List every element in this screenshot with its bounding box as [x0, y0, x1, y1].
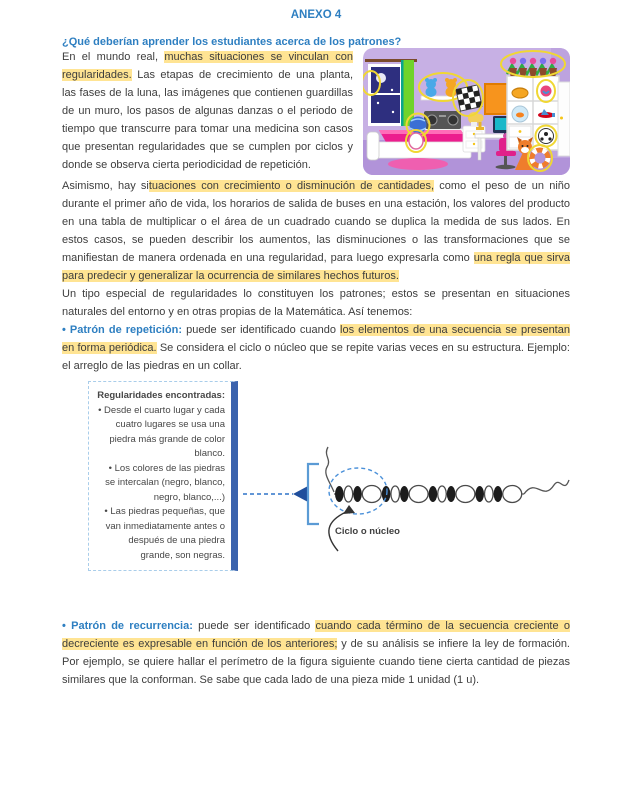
patron-recurrencia-label: • Patrón de recurrencia: — [62, 620, 193, 632]
para2-highlight-1: tuaciones con crecimiento o disminución de cantidades, — [148, 180, 435, 192]
paragraph-patron-recurrencia — [62, 617, 570, 689]
thread-right — [524, 480, 569, 494]
checkered-board — [456, 85, 482, 111]
para5-post: y de su análisis se infiere la ley de formación. Por ejemplo, se quiere hallar el perímetro de la figura siguiente cuando tiene cierta cantidad de piezas similares que la conforman. Se sabe que cada lado de una pieza mide 1 unidad (1 u). — [62, 638, 570, 686]
para2-pre: Asimismo, hay si — [62, 180, 149, 192]
paragraph-crecimiento — [62, 177, 570, 285]
cube-shelf — [507, 76, 559, 150]
para4-post: Se considera el ciclo o núcleo que se repite varias veces en su estructura. Ejemplo: el arreglo de las piedras en un collar. — [62, 342, 570, 372]
para5-highlight: cuando cada término de la secuencia creciente o decreciente es expresable en función de los anteriores; — [62, 620, 570, 650]
bead-sequence — [335, 486, 522, 503]
paragraph-regularidades — [62, 48, 570, 174]
paragraph-patrones-intro: Un tipo especial de regularidades lo constituyen los patrones; estos se presentan en situaciones naturales del entorno y en otras propias de la Matemática. Así tenemos: — [62, 288, 570, 318]
cycle-caption: Ciclo o núcleo — [335, 526, 400, 537]
patron-repeticion-label: • Patrón de repetición: — [62, 324, 182, 336]
para1-pre: En el mundo real, — [62, 51, 165, 63]
para5-pre: puede ser identificado — [192, 620, 316, 632]
window — [363, 64, 403, 126]
bedroom-illustration — [363, 48, 570, 175]
parrot-toy — [541, 86, 552, 97]
regularidades-box-title: Regularidades encontradas: — [97, 390, 225, 401]
para2-highlight-2: una regla que sirva para predecir y generalizar la ocurrencia de similares hechos futuros. — [62, 252, 570, 282]
regularidades-bullet-2: • Los colores de las piedras se intercalan (negro, blanco, negro, blanco,...) — [105, 462, 225, 503]
regularidades-box — [88, 381, 238, 571]
para4-highlight: los elementos de una secuencia se presentan en forma periódica. — [62, 324, 570, 354]
hoop-toy — [409, 133, 423, 149]
regularidades-bullet-1: • Desde el cuarto lugar y cada cuatro lugares se usa una piedra más grande de color blanco. — [98, 404, 225, 459]
connector-arrowhead — [293, 486, 308, 502]
paragraph-patron-repeticion — [62, 321, 570, 375]
regularidades-bullet-3: • Las piedras pequeñas, que van inmediatamente antes o después de una piedra grande, son negras. — [104, 506, 225, 561]
rug — [388, 158, 448, 170]
para1-post: Las etapas de crecimiento de una planta, las fases de la luna, las imágenes que contienen guardillas de un muro, los pasos de algunas danzas o el periodo de tiempo que transcurre para tomar una medicina son casos que presentan regularidades que se cumplen por ciclos y donde se observa cierta periodicidad de repetición. — [62, 69, 353, 171]
cycle-arrowhead — [343, 505, 355, 514]
door — [558, 82, 570, 156]
page-title: ANEXO 4 — [290, 9, 342, 21]
section-question: ¿Qué deberían aprender los estudiantes acerca de los patrones? — [62, 36, 402, 48]
para4-pre: puede ser identificado cuando — [182, 324, 341, 336]
bracket — [308, 464, 319, 524]
para2-mid: como el peso de un niño durante el primer año de vida, los horarios de salida de buses en una estación, los valores del producto en una tabla de multiplicar o el área de un cuadrado cuando se duplica la medida de sus lados. En estos casos, se pueden describir los aumentos, las disminuciones o las transformaciones que se manifiestan de manera ordenada en una regularidad, para luego expresarla como — [62, 180, 570, 264]
para1-highlight: muchas situaciones se vinculan con regularidades. — [62, 51, 353, 81]
collar-figure — [62, 381, 570, 617]
